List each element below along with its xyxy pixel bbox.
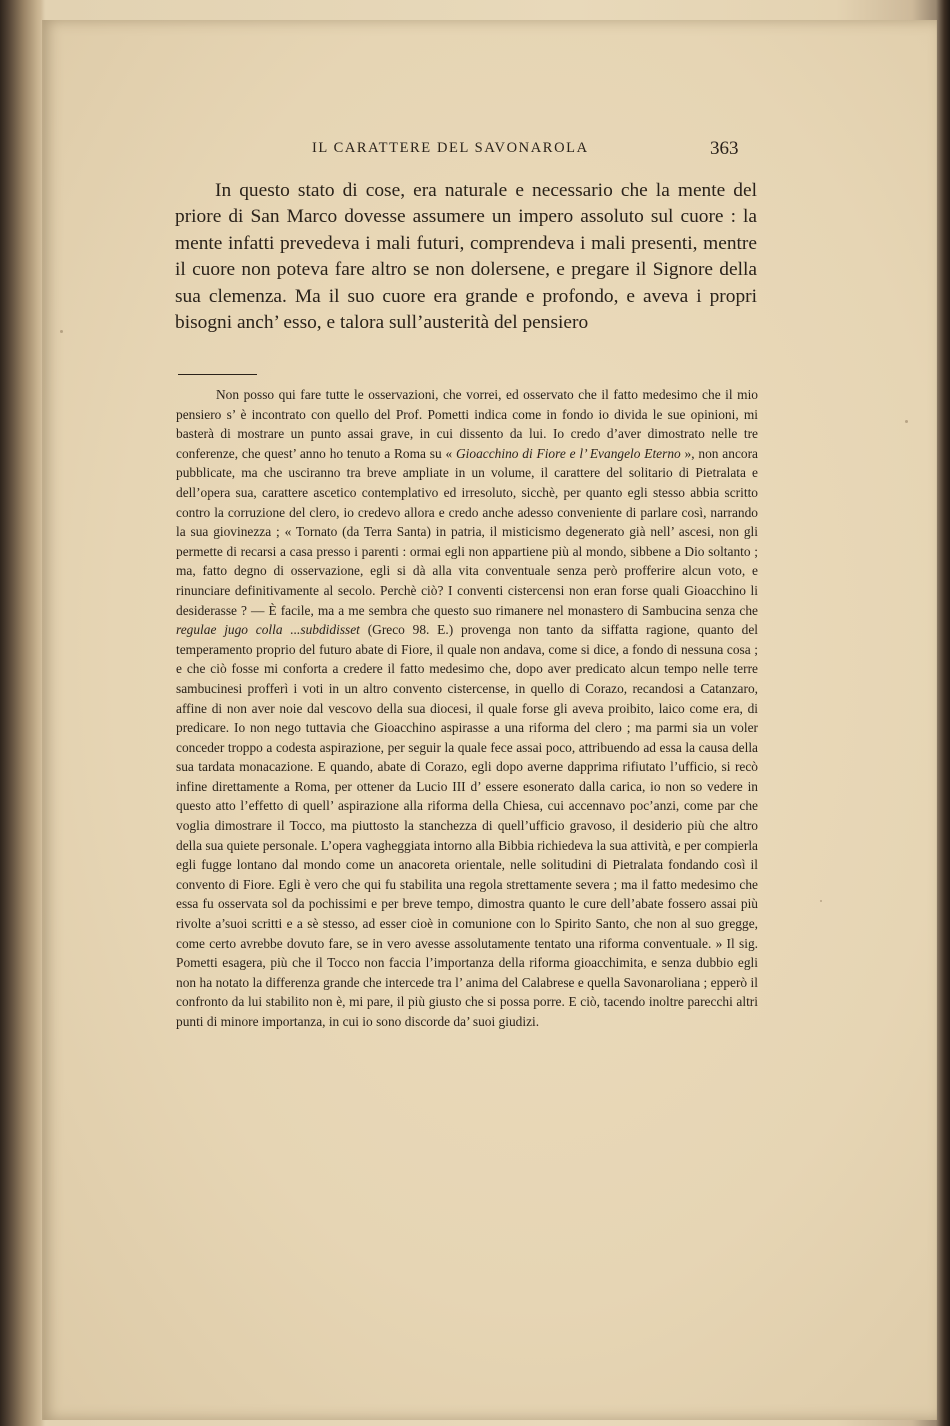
footnote-italic-title: Gioacchino di Fiore e l’ Evangelo Eterno <box>456 445 681 461</box>
page-edge-shadow <box>936 0 950 1426</box>
page-number: 363 <box>710 138 739 159</box>
paper-speck <box>60 330 63 333</box>
paper-speck <box>820 900 822 902</box>
footnote-rule <box>178 374 257 375</box>
paper-speck <box>905 420 908 423</box>
footnote <box>176 385 758 1032</box>
footnote-text-1: Non posso qui fare tutte le osservazioni, che vorrei, ed osservato che il fatto medesimo che il mio pensiero s’ è incontrato con quello del Prof. Pometti indica come in fondo io divida le sue opinioni, mi basterà di mostrare un punto assai grave, in cui dissento da lui. Io credo d’aver dimostrato nelle tre conferenze, che quest’ anno ho tenuto a Roma su « <box>176 387 758 461</box>
footnote-text-2: », non ancora pubblicate, ma che usciranno tra breve ampliate in un volume, il carattere del solitario di Pietralata e dell’opera sua, carattere ascetico contemplativo ed irresoluto, sicchè, per quanto egli stesso abbia scritto contro la corruzione del clero, io credevo allora e credo anche adesso conveniente di parlare così, narrando la sua giovinezza ; « Tornato (da Terra Santa) in patria, il misticismo degenerato già nell’ ascesi, non gli permette di recarsi a casa presso i parenti : ormai egli non appartiene più al mondo, sibbene a Dio soltanto ; ma, fatto degno di osservazione, egli si dà alla vita conventuale senza però profferire alcun voto, e rinunciare definitivamente al secolo. Perchè ciò? I conventi cistercensi non eran forse quali Gioacchino li desiderasse ? — È facile, ma a me sembra che questo suo rimanere nel monastero di Sambucina senza che <box>176 445 758 618</box>
book-spine-shadow <box>0 0 44 1426</box>
body-paragraph: In questo stato di cose, era naturale e necessario che la mente del priore di San Marco dovesse assumere un impero assoluto sul cuore : la mente infatti prevedeva i mali futuri, comprendeva i mali presenti, mentre il cuore non poteva fare altro se non dolersene, e pregare il Signore della sua clemenza. Ma il suo cuore era grande e profondo, e aveva i propri bisogni anch’ esso, e talora sull’austerità del pensiero <box>175 180 757 334</box>
running-title: IL CARATTERE DEL SAVONAROLA <box>312 140 589 156</box>
footnote-italic-latin: regulae jugo colla ...subdidisset <box>176 622 360 638</box>
footnote-text-3: (Greco 98. E.) provenga non tanto da siffatta ragione, quanto del temperamento proprio del futuro abate di Fiore, il quale non andava, come si dice, a fondo di nessuna cosa ; e che ciò fosse mi conforta a credere il fatto medesimo che, dopo aver predicato alcun tempo nelle terre sambucinesi profferì i voti in un altro convento cistercense, in quello di Corazo, recandosi a Catanzaro, affine di non aver noie dal vescovo della sua diocesi, il quale forse gli aveva proibito, laico come era, di predicare. Io non nego tuttavia che Gioacchino aspirasse a una riforma del clero ; ma parmi sia un voler conceder troppo a codesta aspirazione, per seguir la quale fece assai poco, attribuendo ad essa la causa della sua tardata monacazione. E quando, abate di Corazo, egli dopo averne dapprima rifiutato l’ufficio, si recò infine direttamente a Roma, per ottener da Lucio III d’ essere esonerato dalla carica, io non so vedere in questo atto l’effetto di quell’ aspirazione alla riforma della Chiesa, cui accennavo poc’anzi, come par che voglia dimostrare il Tocco, ma piuttosto la stanchezza di quell’ufficio gravoso, il desiderio più che altro della sua quiete personale. L’opera vagheggiata intorno alla Bibbia richiedeva la sua attività, e per compierla egli fugge lontano dal mondo come un anacoreta orientale, nelle solitudini di Pietralata fondando così il convento di Fiore. Egli è vero che qui fu stabilita una regola strettamente severa ; ma il fatto medesimo che essa fu osservata sol da pochissimi e per breve tempo, dimostra quanto le cure dell’abate fossero assai più rivolte a’suoi scritti e a sè stesso, ad esser cioè in comunione con lo Spirito Santo, che non al suo gregge, come certo avrebbe dovuto fare, se in vero avesse assolutamente tentato una riforma conventuale. » Il sig. Pometti esagera, più che il Tocco non faccia l’importanza della riforma gioacchimita, e senza dubbio egli non ha notato la differenza grande che intercede tra l’ anima del Calabrese e quella Savonaroliana ; epperò il confronto da lui stabilito non è, mi pare, il più giusto che si possa porre. E ciò, tacendo inoltre parecchi altri punti di minore importanza, in cui io sono discorde da’ suoi giudizi. <box>176 622 758 1029</box>
